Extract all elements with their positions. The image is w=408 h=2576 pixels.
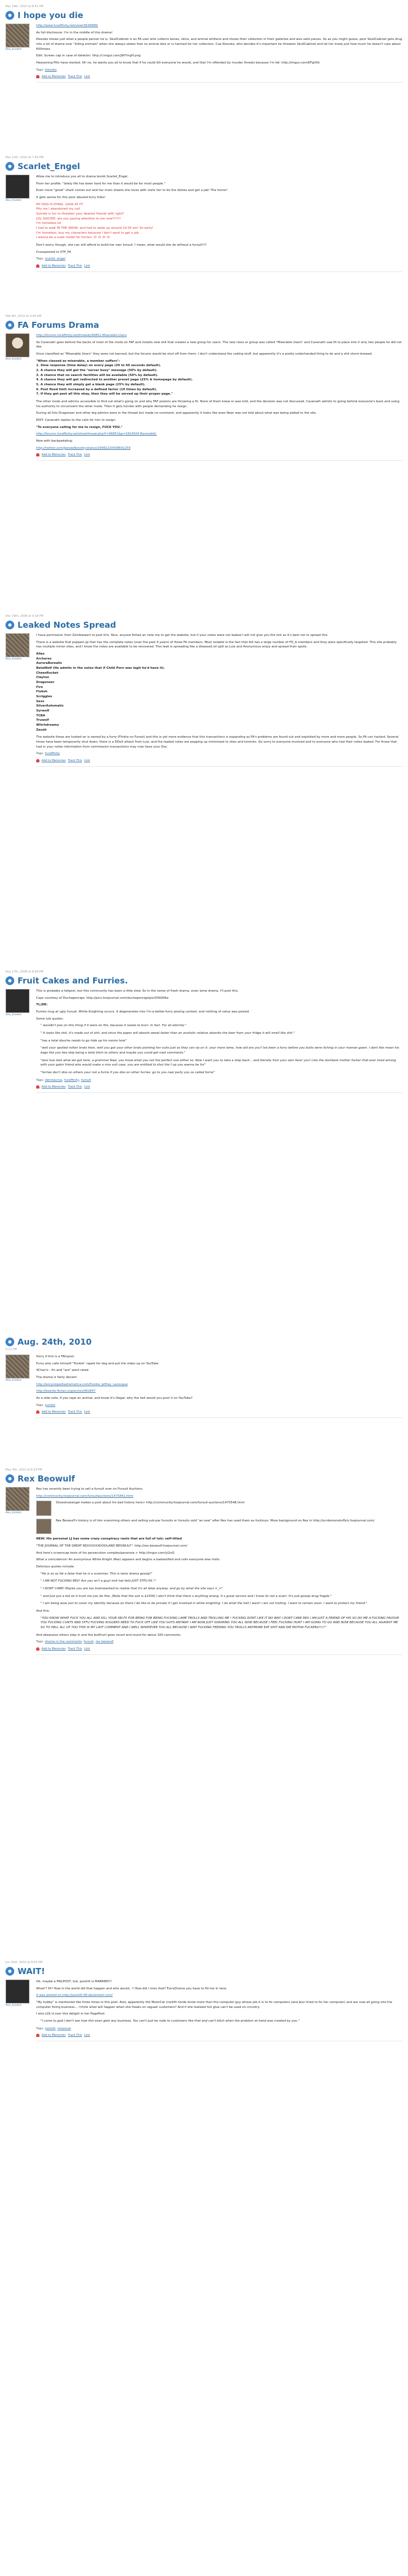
name-item: SilverAutomatic (36, 704, 64, 708)
red-list-item[interactable]: Pity me I abandoned my cat! (36, 207, 81, 211)
link-link[interactable]: Link (84, 759, 90, 762)
post-title-link[interactable]: Fruit Cakes and Furries. (18, 976, 128, 986)
add-to-memories-link[interactable]: Add to Memories (42, 1647, 66, 1651)
avatar[interactable] (5, 1979, 30, 2004)
name-item: Dragoneer (36, 680, 55, 684)
avatar[interactable] (5, 1354, 30, 1379)
link-link[interactable]: Link (84, 2034, 90, 2037)
add-to-memories-link[interactable]: Add to Memories (42, 264, 66, 268)
track-this-link[interactable]: Track This (67, 75, 82, 79)
post-paragraph: Shoeshowangel makes a post about his bad history here> http://community.livejournal.com/fursuit-auctions/1475548.html (56, 1501, 245, 1505)
avatar-name[interactable]: Alex_Incidect (5, 1014, 21, 1017)
tags-label: Tags: (36, 1403, 44, 1407)
post-paragraph: Crossposted to VTP_FA (36, 250, 71, 254)
tag-link[interactable]: furaffinity (45, 752, 60, 756)
quote: "well your spoiled rotten brats then, well you got your other brats pointing her suits just as they can rip on it. your more lame, how old are you? Ive been a furry before you butts were itching in your maman gown. I dont like mean his bags like you two skip being a total bitch to others and maybe you could get nast comments." (41, 1046, 399, 1055)
avatar-column (5, 175, 32, 272)
tag-link[interactable]: klevoko (45, 68, 57, 72)
name-item: Allas (36, 652, 45, 656)
post-paragraph: During all this Dragoneer and other big admins were in the thread but made no comment, and apparently it looks like even Neer was not told about what was being added to the site. (36, 412, 317, 415)
post-title-link[interactable]: FA Forums Drama (18, 320, 99, 331)
post-link[interactable]: http://twitter.com/JeeveeNovelty/status/16482220438642259 (36, 446, 131, 450)
tags-label: Tags: (36, 752, 44, 756)
bold-list-item: 1. Slow response (time delay) on every page (20 to 60 seconds default). (36, 364, 162, 368)
bold-list-item: "When classed as miserable, a member suffers": (36, 359, 120, 363)
post-icon (5, 1338, 14, 1346)
post-paragraph: Even more "great" shark comes out and her mom sheets she loves with visits her to do the dishes and get a job! The horror! (36, 189, 228, 193)
memories-bar (36, 2033, 403, 2041)
red-list-item[interactable]: LOL SUICIDE, are you paying attention to me now?!?!?! (36, 217, 121, 221)
link-link[interactable]: Link (84, 1085, 90, 1089)
name-item: Clayton (36, 676, 49, 680)
post-paragraph: 4Chan's - fin and "are" went rated (36, 1369, 89, 1373)
names-list (36, 652, 403, 732)
quote: " It looks like shit, it's made out of shit, and since the paper will absorb sweat faster than an acoholic relative absorbs the beer from your fridge it will smell like shit." (41, 1032, 295, 1035)
post-icon (5, 621, 14, 629)
tag-link[interactable]: scarlet_engel (45, 257, 66, 261)
post-title (5, 10, 403, 21)
avatar[interactable] (5, 333, 30, 357)
name-item: Sexx (36, 699, 45, 703)
post-paragraph: And here's screencap tests of his persecution complex/paranoia > http://imgur.com/yl2xQ (36, 1551, 175, 1555)
avatar[interactable] (5, 1487, 30, 1511)
memories-bar (36, 759, 403, 767)
add-to-memories-link[interactable]: Add to Memories (42, 1410, 66, 1414)
post-title-link[interactable]: Rex Beowulf (18, 1474, 75, 1484)
avatar-column (5, 24, 32, 83)
quote: " I DONT CARE! Maybe you are too brainwashed to realize that it's all false anyway, and go by what the site says =_=" (41, 1587, 223, 1590)
post-body (5, 24, 403, 83)
heart-icon (36, 2034, 39, 2037)
post-paragraph: The drama is fairly decent: (36, 1376, 78, 1380)
avatar[interactable] (5, 24, 30, 48)
tags-label: Tags: (36, 257, 44, 261)
add-to-memories-link[interactable]: Add to Memories (42, 75, 66, 79)
post-title (5, 1473, 403, 1484)
post-link[interactable]: It was posted on http://pockitt-08.deviantart.com/ (36, 1994, 113, 1998)
post-paragraph: Once classified as "Miserable Users" they were not banned, but the forums would be shut off from them. I don't understand the coding stuff, but apparently it's a pretty underhanded thing to do and a shit storm brewed. (36, 352, 373, 356)
post-paragraph: This is probably a fallpost, but this community has been a little slow. So in the name of fresh drama, even lame drama, I'll post this. (36, 989, 239, 993)
post-link[interactable]: http://www.furaffinity.net/view/3636888/ (36, 24, 98, 28)
quote: "has a total douche needs to go hide up his moms hole" (41, 1039, 127, 1043)
post-paragraph: There is a website that popped up that has the complete notes (over the past 4 years) of these FA members. Most notable is the fact that fell has a large number of FD_A members and they were specifically targeted. This site probably has multiple mirror sites, and I know the notes are available to be recovered. This leak is spreading like a diseased oil spill as Lulz and Anonymous enjoy and spread their spoils. (36, 640, 397, 649)
post-date: Dec 29th, 2009 at 4:18 PM (5, 615, 44, 618)
tags-row (36, 68, 403, 73)
post-title (5, 620, 403, 630)
avatar-column (5, 989, 32, 1093)
post-link[interactable]: http://boards.4chan.org/an/res/462847 (36, 1390, 96, 1393)
avatar-name[interactable]: Alex_Incidect (5, 199, 21, 202)
post-paragraph: EDIT: Cavenath replies to the calls for him to resign: (36, 418, 116, 422)
name-item: Witchdreamy (36, 723, 59, 727)
post-paragraph: As a side note, if you rape an animal, and know it's illegal, why the hell would you post it on YouTube? (36, 1397, 193, 1400)
post-text (36, 1354, 403, 1418)
memories-bar (36, 1410, 403, 1418)
tag-link[interactable]: fursuit (83, 1640, 94, 1644)
post-body (5, 633, 403, 767)
tags-row: Tags: drama in the comments, fursuit, rex beowulf (36, 1640, 114, 1644)
post-time: 9:22 PM (5, 1348, 17, 1351)
post-paragraph-bold: NEW: His personal LJ has some crazy conspiracy rants that are full of lulz: self-titled (36, 1537, 182, 1541)
post-text (36, 989, 403, 1093)
post-title-link[interactable]: Aug. 24th, 2010 (18, 1337, 92, 1347)
post-date: Mar 12th, 2010 at 7:49 PM (5, 156, 44, 159)
post-paragraph: I also LOL'd over this delight in her PagePost: (36, 2012, 106, 2016)
bold-list (36, 359, 403, 397)
link-link[interactable]: Link (84, 453, 90, 457)
link-link[interactable]: Link (84, 1647, 90, 1651)
tag-link[interactable]: drama in the comments (45, 1640, 82, 1644)
avatar[interactable] (5, 633, 30, 657)
tags-row (36, 1403, 403, 1408)
post-title (5, 1966, 403, 1977)
heart-icon (36, 759, 39, 762)
post-icon (5, 162, 14, 171)
post-quote: "To everyone calling for me to resign, FUCK YOU." (36, 425, 123, 429)
post-fruit-cakes (5, 965, 403, 1332)
track-this-link[interactable]: Track This (67, 759, 82, 762)
post-link[interactable]: http://encyclopediadramatica.com/Punkie_Jeffrey_Lanzuque (36, 1382, 128, 1386)
name-item: Syrwolf (36, 709, 49, 713)
red-list (36, 202, 403, 240)
post-title (5, 975, 403, 986)
avatar-name[interactable]: Alex_Incidect (5, 48, 21, 51)
post-title-link[interactable]: WAIT! (18, 1966, 45, 1977)
bold-list-item: 4. A chance they will get redirected to another preset page (25% & homepage by default). (36, 378, 193, 382)
thumbnail-image[interactable] (36, 1501, 51, 1516)
post-title (5, 161, 403, 172)
post-paragraph: Ok, maybe a FAILPOST, but, pockitt is MARRIED?! (36, 1980, 112, 1984)
tags-label: Tags: (36, 2027, 44, 2030)
bold-list-item: 2. A chance they will get the "server busy" message (50% by default). (36, 369, 158, 372)
avatar-column (5, 333, 32, 461)
heart-icon (36, 264, 39, 268)
quote: "YOU KNOW WHAT FUCK YOU ALL AND KILL YOUR SELFS FOR BEING FOR BEING FUCKING LAME TROLLS AND TROLLING ME ! FUCKING DONT LIKE IT NO WAY I DONT CARE REX I AM JUST A FRIEND OF HIS SO DO ME A FUCKING FAVOUR YOU FUCKING CUNTS AND STFU FUCKING N!GGERS NEED TO FUCK OFF LIKE YOU GUYS ANYWAY I AM NOW JUST IGNORING YOU ALL NOW BECAUSE I FEEL FUCKING HURT I AM GOING TO GO AND NOW BECAUSE YOU ALL AGAINST ME SO TO HELL ALL OF YOU THIS IS MY LAST COMMENT AND I WELL WHATEVER YOU ALL BECAUSE I AINT FUCKING FEEDING YOU TROLLS ANYMORE EAT SHIT AND DIE MOTHA FUCKERS!!!!!" (41, 1616, 399, 1629)
post-paragraph: It gets worse for this poor abused furry folks! (36, 196, 106, 200)
heart-icon (36, 1647, 39, 1651)
red-list-item[interactable]: Suicide is fun to threaten your dearest friends with right? (36, 212, 124, 216)
heart-icon (36, 1085, 39, 1089)
post-link[interactable]: http://community.livejournal.com/fursuitauctions/1475842.html (36, 1494, 134, 1498)
bold-list-item: 6. Post flood limit increased by a defined factor (10 times by default). (36, 387, 157, 391)
post-icon (5, 1967, 14, 1976)
avatar-name[interactable]: Alex_Incidect (5, 658, 21, 661)
avatar-column (5, 1354, 32, 1418)
link-link[interactable]: Link (84, 75, 90, 79)
name-item: Scriggles (36, 694, 53, 698)
tags-label: Tags: (36, 68, 44, 72)
name-item: TCBA (36, 714, 45, 717)
tags-row (36, 257, 403, 262)
post-scarlet-engel (5, 151, 403, 310)
add-to-memories-link[interactable]: Add to Memories (42, 453, 66, 457)
avatar[interactable] (5, 989, 30, 1013)
post-paragraph: Klevoko shows just what a people person he is. SkullCabinet is an FA user who collects bones, skins, and animal artifacts and shows their collection in their galleries and also sells pieces. So as you might guess, poor SkullCabinet gets drug into a lot of drama over "killing animals" when she always states that no animal dies or is harmed for her collection. Cue Klevoko, who decides it's important he threaten SkullCabinet and let her know just how much he doesn't care about 600mass. (36, 38, 403, 51)
track-this-link[interactable]: Track This (67, 1647, 82, 1651)
quote: "I come to god I don't see how this even gets any business. You can't just be rude to customers like that and can't bitch when the problem at hand was created by you." (41, 2019, 300, 2023)
avatar-name[interactable]: Alex_Incidect (5, 358, 21, 361)
tag-link[interactable]: pockitt (45, 2027, 56, 2030)
avatar-name[interactable]: Alex_Incidect (5, 2004, 21, 2007)
link-link[interactable]: Link (84, 1410, 90, 1414)
post-paragraph: The website these are hosted on is owned by a furry (Flinkie on Fursei) and this is yet more evidence that this transactions is expanding as FA's problems are found out and exploited by more and more people. So FA can hacked. Several times have been temporarily shut down, there is a DDoS attack from Lulz, and the leaked notes are popping up minimized to sites and torrents. Go sorry to everyone involved and to everyone who had their notes leaked. For those that had in your notes information from commission transactions may now have your Doc. (36, 736, 399, 749)
post-paragraph: "THE JOURNAL OF THE GREAT REXXXXXXOOOLAND BEOWULF": http://rex-beowulf.livejournal.com/ (36, 1544, 187, 1548)
heart-icon (36, 1410, 39, 1414)
post-body (5, 989, 403, 1093)
post-paragraph: Allow me to introduce you all to drama bomb Scarlet_Engel. (36, 175, 129, 179)
post-paragraph: What!? Hi? How in the world did that happen and who would...? How did I miss that? FurryDrama you have to fill me in here. (36, 1987, 227, 1990)
post-date: Sep 17th, 2009 at 8:09 PM (5, 970, 44, 974)
name-item: CheesRocket (36, 671, 59, 675)
tags-label: Tags: (36, 1640, 44, 1644)
image-row (36, 1519, 403, 1534)
track-this-link[interactable]: Track This (67, 1410, 82, 1414)
avatar-name[interactable]: Alex_Incidect (5, 1379, 21, 1382)
name-item: AuroraBorealis (36, 662, 62, 665)
name-item: Floksh (36, 690, 48, 694)
add-to-memories-link[interactable]: Add to Memories (42, 1085, 66, 1089)
post-leaked-notes-spread (5, 610, 403, 965)
tag-link[interactable]: furaffinity (64, 1078, 79, 1082)
post-paragraph: Some lulz quotes: (36, 1017, 64, 1021)
post-icon (5, 11, 14, 20)
post-link[interactable]: http://forums.furaffinity.net/showthread.php?t=96851&p=1824504 Banneddd. (36, 432, 157, 436)
quote: " I AM NOT FUCKING REX! Are you an't a guyt troll hat falls JUST STFU KK !" (41, 1579, 156, 1583)
avatar-column (5, 1487, 32, 1655)
quote: " wouldn't poo on this thing if it were on fire, because it needs to burn. In fact. For all eternity." (41, 1024, 187, 1028)
post-body (5, 1354, 403, 1418)
post-paragraph: As full disclosure: I'm in the middle of this drama! (36, 31, 113, 34)
tag-link[interactable]: mooncat (57, 2027, 71, 2030)
tags-row: Tags: pockitt, mooncat (36, 2027, 71, 2030)
track-this-link[interactable]: Track This (67, 264, 82, 268)
post-title-link[interactable]: I hope you die (18, 10, 83, 21)
add-to-memories-link[interactable]: Add to Memories (42, 759, 66, 762)
tag-link[interactable]: denmacrux (45, 1078, 62, 1082)
post-title (5, 1336, 403, 1347)
post-date: May 4th, 2010 at 8:19 PM (5, 1468, 42, 1472)
post-fa-forums-drama (5, 310, 403, 610)
post-paragraph: Heavening Pills have started: Oh no, he wants you all to know that if he could kill everyone he would, and that I'm offended by murder threats because I'm fat: http://imgur.com/KFgV0k (36, 61, 320, 65)
red-list-item[interactable]: MY DOG IS DYING. LOOK AT IT! (36, 202, 84, 206)
post-icon (5, 321, 14, 329)
post-paragraph: From her profile: "lately life has been hard for me than it would be for most people." (36, 182, 165, 186)
post-date: Jun 20th, 2010 at 8:03 PM (5, 1961, 43, 1964)
tag-link[interactable]: punkie (45, 1403, 55, 1407)
tags-row (36, 751, 403, 756)
heart-icon (36, 453, 39, 456)
quote: "furries don't diss on others your not a furrie if you diss on other furries. go to you nazi party you so called furrie" (41, 1070, 215, 1074)
post-paragraph: And obsessive others step in and the butthurt goes round and round for about 100 comments. (36, 1633, 181, 1637)
tag-link[interactable]: fursuit (81, 1078, 91, 1082)
post-body (5, 175, 403, 272)
post-title-link[interactable]: Leaked Notes Spread (18, 620, 116, 630)
track-this-link[interactable]: Track This (67, 1085, 82, 1089)
bold-list-item: 5. A chance they will simply get a blank page (25% by default). (36, 383, 146, 386)
post-text (36, 24, 403, 83)
quote: " I am being wow just to cover my identity because on there I do like to be private if I get involved in white knighting. I do what the hell I want! I am not trolling. I want to remain anon. I want to protect my friend." (41, 1602, 367, 1606)
red-list-item[interactable]: I'm homeless lol (36, 222, 61, 225)
post-icon (5, 976, 14, 985)
post-body (5, 1979, 403, 2041)
post-paragraph: And this: (36, 1609, 50, 1613)
post-paragraph: Furry who calls himself "Punkie" raped his dog and put the video up on YouTube (36, 1362, 159, 1365)
post-paragraph: Don't worry though, she can still afford to build her own fursuit. I mean, what would she do without a fursuit?!? (36, 243, 207, 247)
link-link[interactable]: Link (84, 264, 90, 268)
post-i-hope-you-die (5, 0, 403, 151)
post-title-link[interactable]: Scarlet_Engel (18, 161, 81, 172)
post-paragraph: I have permission from Zombiewert to post this. Nice, anyone fished an note me to get the website, but if your notes were not leaked I will not give you the link as it's best not to spread this. (36, 634, 329, 638)
add-to-memories-link[interactable]: Add to Memories (42, 2034, 66, 2037)
tags-row: Tags: denmacrux, furaffinity, fursuit (36, 1078, 91, 1082)
avatar-name[interactable]: Alex_Incidect (5, 1512, 21, 1515)
red-list-item[interactable]: I'm homeless, buy my characters because I don't want to get a job. (36, 231, 140, 235)
post-paragraph: Rex Beowulf's history is of him scamming others and selling sub-par fursuits or fursuits sold "as new" after Rex has used them as fucktoys. More background on Rex in http://ocrdemonstuffs/s.livejournal.com/ (56, 1519, 375, 1523)
quote: "He is so so fat a false that he is a scammer. This is lame drama gossip!" (41, 1572, 153, 1576)
name-item: BetaWolf (He admits in the notes that if Child Porn was legit he'd have it). (36, 667, 165, 670)
post-paragraph: What a coincidence! An anonymous White Knight (Rex) appears and begins a badassified and calls everyone else trolls: (36, 1558, 221, 1562)
avatar-column (5, 633, 32, 767)
post-text (36, 1487, 403, 1655)
avatar-column (5, 1979, 32, 2041)
memories-bar (36, 74, 403, 83)
bold-list-item: 3. A chance that no search facilities will be available (50% by default). (36, 373, 158, 377)
track-this-link[interactable]: Track This (67, 2034, 82, 2037)
bold-list-item: 7. If they get past all this okay, then they will be served up their proper page." (36, 392, 173, 396)
red-list-item[interactable]: I wanna be a nude model for furries! :D :D :D :D (36, 236, 110, 240)
post-wait (5, 1956, 403, 2137)
post-link[interactable]: http://forums.furaffinity.net/threads/96851-Miserable-Users (36, 334, 127, 338)
post-body (5, 1487, 403, 1655)
post-paragraph: Sorry if this is a FAILpost. (36, 1355, 75, 1359)
name-item: Truwolf (36, 719, 49, 722)
memories-bar (36, 1647, 403, 1655)
tags-label: Tags: (36, 1078, 44, 1082)
thumbnail-image[interactable] (36, 1519, 51, 1534)
post-body (5, 333, 403, 461)
tag-link[interactable]: rex beowulf (95, 1640, 114, 1644)
post-text (36, 175, 403, 272)
post-paragraph: Caps courtesy of Duchapenrige: http://pics.livejournal.com/duchapenrige/pic/000006a (36, 996, 169, 1000)
heart-icon (36, 75, 39, 78)
post-text (36, 1979, 403, 2041)
name-item: Firo (36, 685, 43, 689)
avatar[interactable] (5, 175, 30, 199)
image-row (36, 1501, 403, 1516)
post-paragraph: So Cavenath goes behind the backs of most of the mods on FAF and installs new shit that creates a new group for users. The new class or group was called "Miserable Users" and Cavenath saw fit to place into it only two people he did not like. (36, 340, 402, 349)
red-list-item[interactable]: I had to walk IN THE SNOW, and had to wake up around 10:30 am! So early! (36, 226, 153, 230)
post-title (5, 320, 403, 331)
memories-bar (36, 1085, 403, 1093)
memories-bar (36, 453, 403, 461)
post-rex-beowulf (5, 1463, 403, 1956)
name-item: Archeres (36, 657, 52, 661)
post-paragraph: The other mods and admins accessible to find out what's going on and why FAF posters are throwing a fit. None of them knew or was told, and the decision was not discussed. Cavenath admits to going behind everyone's back and using his authority to circumvent the other mods. Then it gets funnier with people demanding he resign. (36, 400, 400, 408)
post-date: Mar 19th, 2010 at 8:41 PM (5, 5, 44, 8)
memories-bar (36, 264, 403, 272)
post-paragraph: Edit: Screen cap in case of deletion: http://i.imgur.com/J9f7mgH.png (36, 54, 141, 58)
quote: " and Just put a bid on it trust me you be fine. [Note that the suit is $1500] I don't think that there s anything wrong. It s great service and I know its not a scam. It's just gossip drug fragile." (41, 1594, 332, 1598)
post-aug-24th (5, 1332, 403, 1463)
post-paragraph: Rex has recently been trying to sell a fursuit over on Fursuit Auctions. (36, 1487, 143, 1491)
tldr-heading: TL;DR: (36, 1003, 48, 1007)
post-paragraph: Now with backpedaling: (36, 439, 73, 443)
post-date: Feb 4th, 2010 at 2:40 AM (5, 315, 42, 318)
post-text (36, 633, 403, 767)
post-paragraph: "My hubby" is mentioned like three times in this post. Also, apparently the MoonCat (rockfit horde know more than the computer guy whose job it is to fix computers (and Jess hired to fix her computer) and are now all going into the computer fixing business... I think what will happen when she freaks on regualr customers? And if she realized hot glue can't be used on circuitry. (36, 2001, 393, 2009)
quote: "woo hoo look what we got here, a grammar Nazi, you know what you not the perfect one either so. Now I want you to take a step back... and literally fuck your own face! you! Like the dumbest mother fucker that ever lived among with your gator friend who would make a nice suit case. you are entitled to shut the f up you wanna be fur" (41, 1058, 396, 1067)
post-paragraph: Furries mug at ugly fursuit, White Knighting occurs. It degenerates into I'm-a-better-furry pissing contest, and nothing of value was posted. (36, 1010, 250, 1014)
post-text (36, 333, 403, 461)
track-this-link[interactable]: Track This (67, 453, 82, 457)
post-paragraph: Delicious quotes include: (36, 1565, 75, 1568)
post-icon (5, 1474, 14, 1483)
name-item: Zaush (36, 728, 47, 732)
